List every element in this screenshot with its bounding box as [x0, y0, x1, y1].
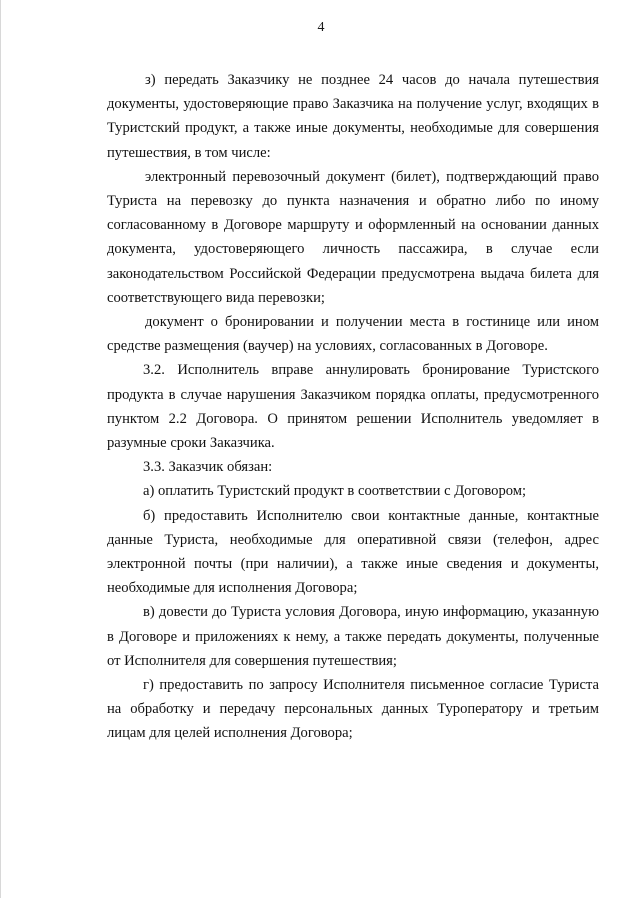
- paragraph-a: а) оплатить Туристский продукт в соответствии с Договором;: [143, 483, 527, 500]
- page-number: 4: [317, 20, 325, 35]
- document-body: [107, 68, 599, 746]
- paragraph-3-2: 3.2. Исполнитель вправе аннулировать бронирование Туристского продукта в случае нарушения Заказчиком порядка оплаты, предусмотренного пунктом 2.2 Договора. О принятом решении Исполнитель уведомляет в разумные сроки Заказчика.: [107, 362, 599, 452]
- paragraph-v: в) довести до Туриста условия Договора, иную информацию, указанную в Договоре и приложениях к нему, а также передать документы, полученные от Исполнителя для совершения путешествия;: [107, 604, 599, 669]
- paragraph-z: з) передать Заказчику не позднее 24 часов до начала путешествия документы, удостоверяющие право Заказчика на получение услуг, входящих в Туристский продукт, а также иные документы, необходимые для совершения путешествия, в том числе:: [107, 72, 599, 161]
- paragraph-3-3: 3.3. Заказчик обязан:: [143, 459, 273, 476]
- paragraph-ticket: электронный перевозочный документ (билет), подтверждающий право Туриста на перевозку до пункта назначения и обратно либо по иному согласованному в Договоре маршруту и оформленный на основании данных документа, удостоверяющего личность пассажира, в случае если законодательством Российской Федерации предусмотрена выдача билета для соответствующего вида перевозки;: [107, 168, 599, 306]
- paragraph-voucher: документ о бронировании и получении места в гостинице или ином средстве размещения (ваучер) на условиях, согласованных в Договоре.: [107, 314, 599, 355]
- paragraph-g: г) предоставить по запросу Исполнителя письменное согласие Туриста на обработку и передачу персональных данных Туроператору и третьим лицам для целей исполнения Договора;: [107, 677, 599, 742]
- paragraph-b: б) предоставить Исполнителю свои контактные данные, контактные данные Туриста, необходимые для оперативной связи (телефон, адрес электронной почты (при наличии), а также иные сведения и документы, необходимые для исполнения Договора;: [107, 507, 599, 597]
